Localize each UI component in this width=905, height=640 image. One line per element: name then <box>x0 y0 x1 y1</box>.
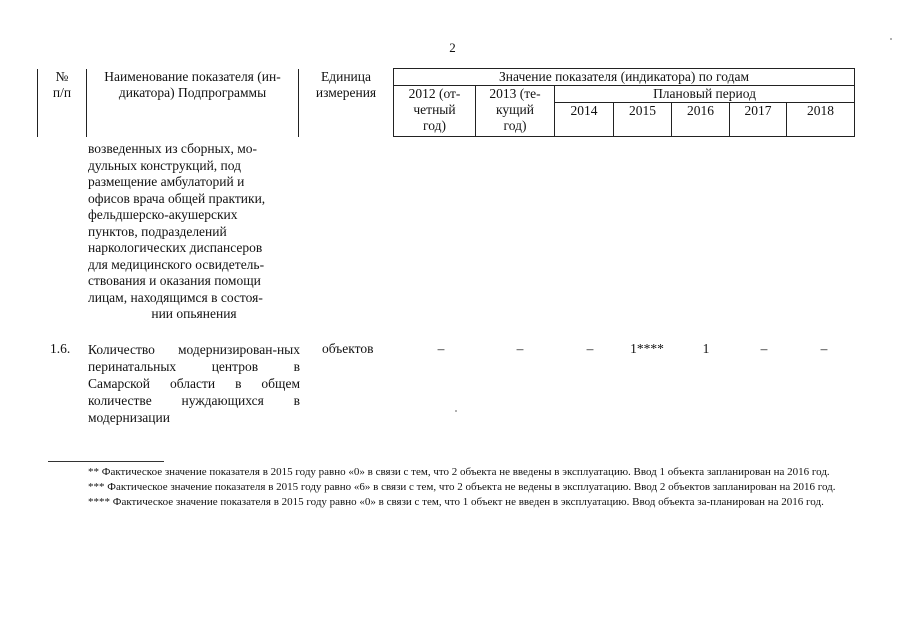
row-value-2016: 1 <box>702 341 710 356</box>
row-value-2014: – <box>586 341 594 356</box>
footnote: **** Фактическое значение показателя в 2015 году равно «0» в связи с тем, что 1 объект не введен в эксплуатацию. Ввод объекта за-планирован на 2016 год. <box>88 496 824 508</box>
header-2012: 2012 (от- четный год) <box>394 86 476 137</box>
continued-line: фельдшерско-акушерских <box>88 207 238 222</box>
continued-line: пунктов, подразделений <box>88 223 227 239</box>
header-unit: Единица измерения <box>299 69 394 137</box>
continued-line: дульных конструкций, под <box>88 157 242 173</box>
header-2013: 2013 (те- кущий год) <box>476 86 555 137</box>
continued-indicator-text <box>88 141 300 323</box>
row-number: 1.6. <box>50 341 71 356</box>
continued-line: размещение амбулаторий и <box>88 174 245 189</box>
row-value-2013: – <box>516 341 524 356</box>
footnote-separator <box>48 461 164 462</box>
header-year-2014: 2014 <box>555 103 614 137</box>
scan-speck <box>890 38 892 40</box>
footnote: ** Фактическое значение показателя в 2015 году равно «0» в связи с тем, что 2 объекта не введены в эксплуатацию. Ввод 1 объекта запланирован на 2016 год. <box>88 466 830 478</box>
header-plan-period: Плановый период <box>555 86 855 103</box>
footnote: *** Фактическое значение показателя в 2015 году равно «6» в связи с тем, что 2 объекта не ведены в эксплуатацию. Ввод 2 объектов запланирован на 2016 год. <box>88 481 836 493</box>
header-year-2017: 2017 <box>730 103 787 137</box>
scan-speck <box>455 410 457 412</box>
row-unit: объектов <box>322 341 374 356</box>
indicator-table-header <box>37 68 855 137</box>
row-value-2017: – <box>760 341 768 356</box>
continued-line: лицам, находящимся в состоя- <box>88 289 263 305</box>
footnotes <box>48 465 848 510</box>
row-value-2018: – <box>820 341 828 356</box>
row-value-2012: – <box>437 341 445 356</box>
header-year-2016: 2016 <box>672 103 730 137</box>
row-indicator-name: Количество модернизирован-ных перинатальных центров в Самарской области в общем количестве нуждающихся в модернизации <box>88 342 300 425</box>
continued-line: возведенных из сборных, мо- <box>88 141 258 156</box>
continued-line: офисов врача общей практики, <box>88 190 266 206</box>
continued-line: наркологических диспансеров <box>88 240 263 255</box>
page-number: 2 <box>449 40 456 55</box>
continued-line: для медицинского освидетель- <box>88 256 265 272</box>
continued-line: нии опьянения <box>151 306 237 321</box>
header-number: № п/п <box>38 69 87 137</box>
header-year-2018: 2018 <box>787 103 855 137</box>
header-year-2015: 2015 <box>614 103 672 137</box>
row-value-2015: 1**** <box>630 341 664 356</box>
continued-line: ствования и оказания помощи <box>88 273 261 288</box>
header-values-by-year: Значение показателя (индикатора) по годам <box>394 69 855 86</box>
header-indicator-name: Наименование показателя (ин- дикатора) Подпрограммы <box>87 69 299 137</box>
